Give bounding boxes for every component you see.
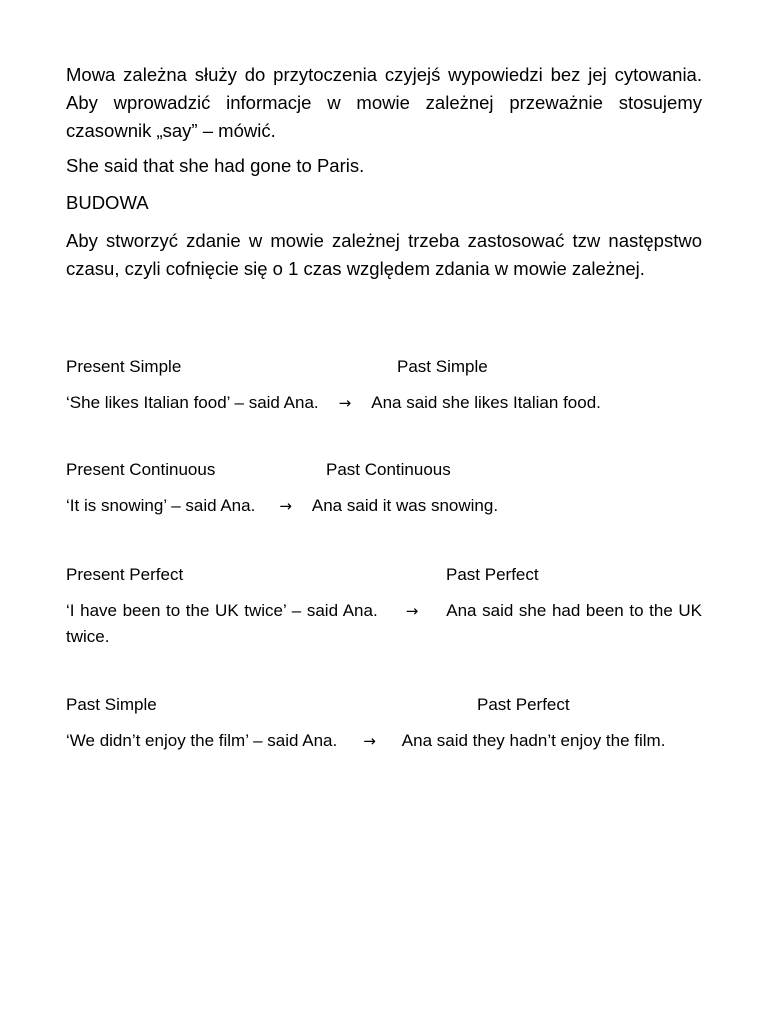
rule-3-example	[66, 598, 702, 649]
rule-3-to-tense: Past Perfect	[446, 565, 539, 584]
rule-1-to-tense: Past Simple	[397, 357, 488, 376]
rule-1-reported-speech: Ana said she likes Italian food.	[371, 393, 601, 412]
rule-2-direct-speech: ‘It is snowing’ – said Ana.	[66, 496, 256, 515]
rule-3-reported-speech: Ana said she had been to the UK twice.	[66, 601, 703, 646]
right-arrow-icon: →	[338, 394, 352, 412]
rule-4-reported-speech: Ana said they hadn’t enjoy the film.	[401, 731, 666, 750]
rule-1-example	[66, 390, 702, 416]
section-heading: BUDOWA	[66, 192, 149, 213]
rule-2-reported-speech: Ana said it was snowing.	[311, 496, 499, 515]
intro-paragraph-2: Aby stworzyć zdanie w mowie zależnej trzeba zastosować tzw następstwo czasu, czyli cofnięcie się o 1 czas względem zdania w mowie zależnej.	[66, 230, 702, 279]
rule-4-direct-speech: ‘We didn’t enjoy the film’ – said Ana.	[66, 731, 338, 750]
rule-1-direct-speech: ‘She likes Italian food’ – said Ana.	[66, 393, 319, 412]
intro-paragraph-1: Mowa zależna służy do przytoczenia czyjejś wypowiedzi bez jej cytowania. Aby wprowadzić informacje w mowie zależnej przeważnie stosujemy czasownik „say” – mówić.	[66, 64, 702, 141]
rule-3-from-tense: Present Perfect	[66, 565, 184, 584]
rule-4-example	[66, 728, 702, 754]
example-sentence: She said that she had gone to Paris.	[66, 155, 365, 176]
rule-4-from-tense: Past Simple	[66, 695, 157, 714]
rule-2-from-tense: Present Continuous	[66, 460, 216, 479]
rule-2-example	[66, 493, 702, 519]
rule-1-from-tense: Present Simple	[66, 357, 182, 376]
rule-4-to-tense: Past Perfect	[477, 695, 570, 714]
right-arrow-icon: →	[363, 732, 376, 750]
rule-3-direct-speech: ‘I have been to the UK twice’ – said Ana.	[66, 601, 378, 620]
right-arrow-icon: →	[405, 602, 419, 620]
rule-2-to-tense: Past Continuous	[326, 460, 451, 479]
right-arrow-icon: →	[279, 497, 292, 515]
